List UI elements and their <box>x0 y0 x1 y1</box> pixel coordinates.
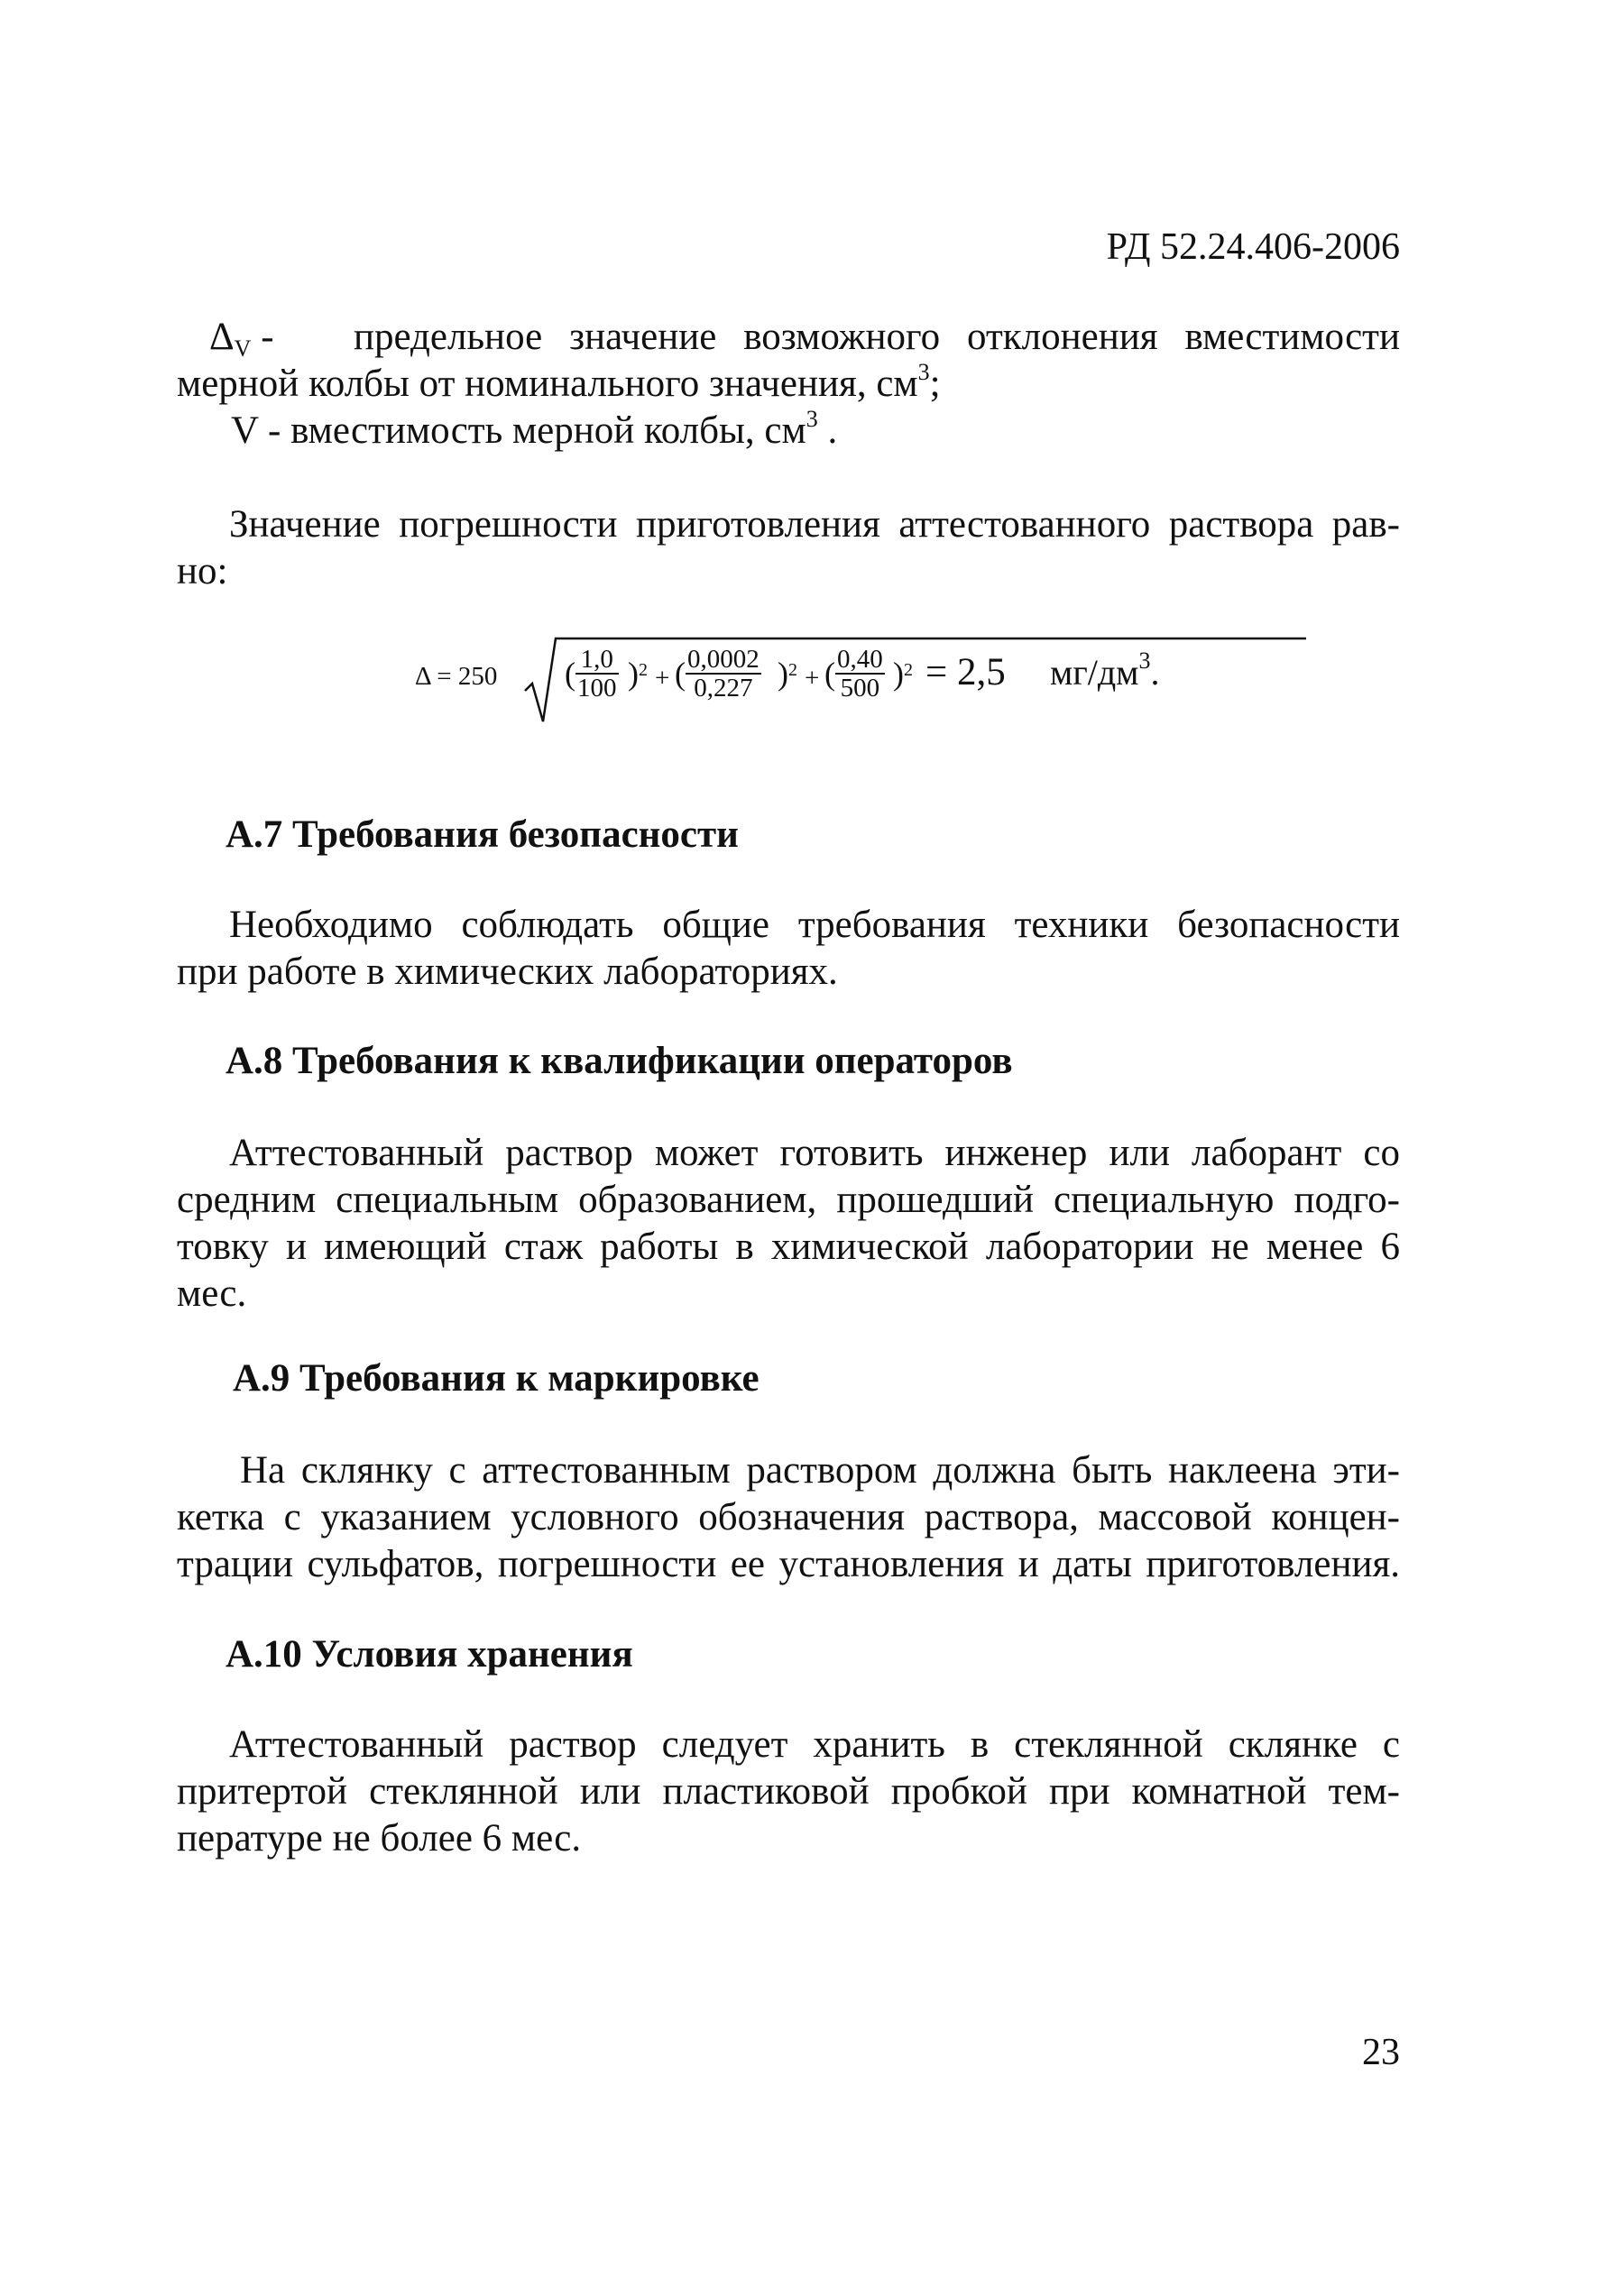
term3-rparen: ) <box>893 656 904 692</box>
a8-line4: мес. <box>177 1272 247 1315</box>
page-number: 23 <box>1362 2032 1400 2073</box>
v-sup: 3 <box>806 406 818 432</box>
formula-lhs: Δ = 250 <box>415 662 498 691</box>
v-text: V - вместимость мерной колбы, см <box>231 409 806 452</box>
a8-line2: средним специальным образованием, прошедший специальную подго- <box>177 1179 1400 1221</box>
dv-symbol <box>209 312 274 363</box>
heading-a10: А.10 Условия хранения <box>226 1633 633 1676</box>
document-code: РД 52.24.406-2006 <box>1106 226 1400 268</box>
dv-line2-sup: 3 <box>917 359 930 385</box>
term2-numerator: 0,0002 <box>687 645 760 674</box>
term2-fraction <box>686 646 761 702</box>
dv-line2-end: ; <box>929 363 941 405</box>
term1-denominator: 100 <box>577 674 617 703</box>
term1-lparen: ( <box>565 656 575 692</box>
term3-fraction <box>835 646 885 702</box>
term2-denominator: 0,227 <box>694 674 753 703</box>
dv-line2-text: мерной колбы от номинального значения, см <box>177 363 918 405</box>
error-formula <box>406 628 1160 727</box>
dv-dash: - <box>251 316 274 358</box>
dv-subscript: V <box>234 335 252 362</box>
dv-definition-line1: предельное значение возможного отклонения вместимости <box>354 316 1400 358</box>
formula-unit-sup: 3 <box>1138 647 1151 674</box>
a8-line1: Аттестованный раствор может готовить инженер или лаборант со <box>229 1132 1400 1174</box>
term3-lparen: ( <box>824 656 835 692</box>
a9-line3: трации сульфатов, погрешности ее установления и даты приготовления. <box>177 1543 1400 1585</box>
formula-unit-group <box>1050 647 1160 698</box>
intro-line1: Значение погрешности приготовления аттестованного раствора рав- <box>229 503 1400 546</box>
heading-a9: А.9 Требования к маркировке <box>233 1357 760 1400</box>
heading-a8: А.8 Требования к квалификации операторов <box>226 1040 1013 1082</box>
term1-exponent: 2 <box>639 660 648 680</box>
intro-line2: но: <box>177 550 228 592</box>
term1-fraction <box>575 646 619 702</box>
dv-definition-line2 <box>177 359 941 409</box>
a7-line2: при работе в химических лабораториях. <box>177 951 838 993</box>
formula-result: = 2,5 <box>925 651 1006 693</box>
formula-unit: мг/дм <box>1050 652 1139 693</box>
a9-line2: кетка с указанием условного обозначения раствора, массовой концен- <box>177 1496 1400 1538</box>
term1-numerator: 1,0 <box>575 646 619 675</box>
v-end: . <box>817 409 838 452</box>
term2-rparen: ) <box>778 656 788 692</box>
a7-line1: Необходимо соблюдать общие требования техники безопасности <box>229 904 1400 946</box>
term2-lparen: ( <box>675 656 686 692</box>
dv-delta: Δ <box>209 316 235 358</box>
a10-line2: притертой стеклянной или пластиковой пробкой при комнатной тем- <box>177 1770 1400 1813</box>
term2-exponent: 2 <box>788 660 797 680</box>
v-definition <box>231 406 837 456</box>
heading-a7: А.7 Требования безопасности <box>226 813 739 856</box>
term3-numerator: 0,40 <box>837 645 883 674</box>
a10-line1: Аттестованный раствор следует хранить в стеклянной склянке с <box>229 1723 1400 1766</box>
formula-end: . <box>1150 652 1160 693</box>
term3-exponent: 2 <box>904 660 913 680</box>
plus-1: + <box>655 664 670 693</box>
a9-line1: На склянку с аттестованным раствором должна быть наклеена эти- <box>240 1449 1400 1492</box>
term3-denominator: 500 <box>840 674 880 703</box>
plus-2: + <box>805 664 820 693</box>
a8-line3: товку и имеющий стаж работы в химической лаборатории не менее 6 <box>177 1226 1400 1268</box>
a10-line3: пературе не более 6 мес. <box>177 1817 582 1860</box>
term1-rparen: ) <box>628 656 639 692</box>
